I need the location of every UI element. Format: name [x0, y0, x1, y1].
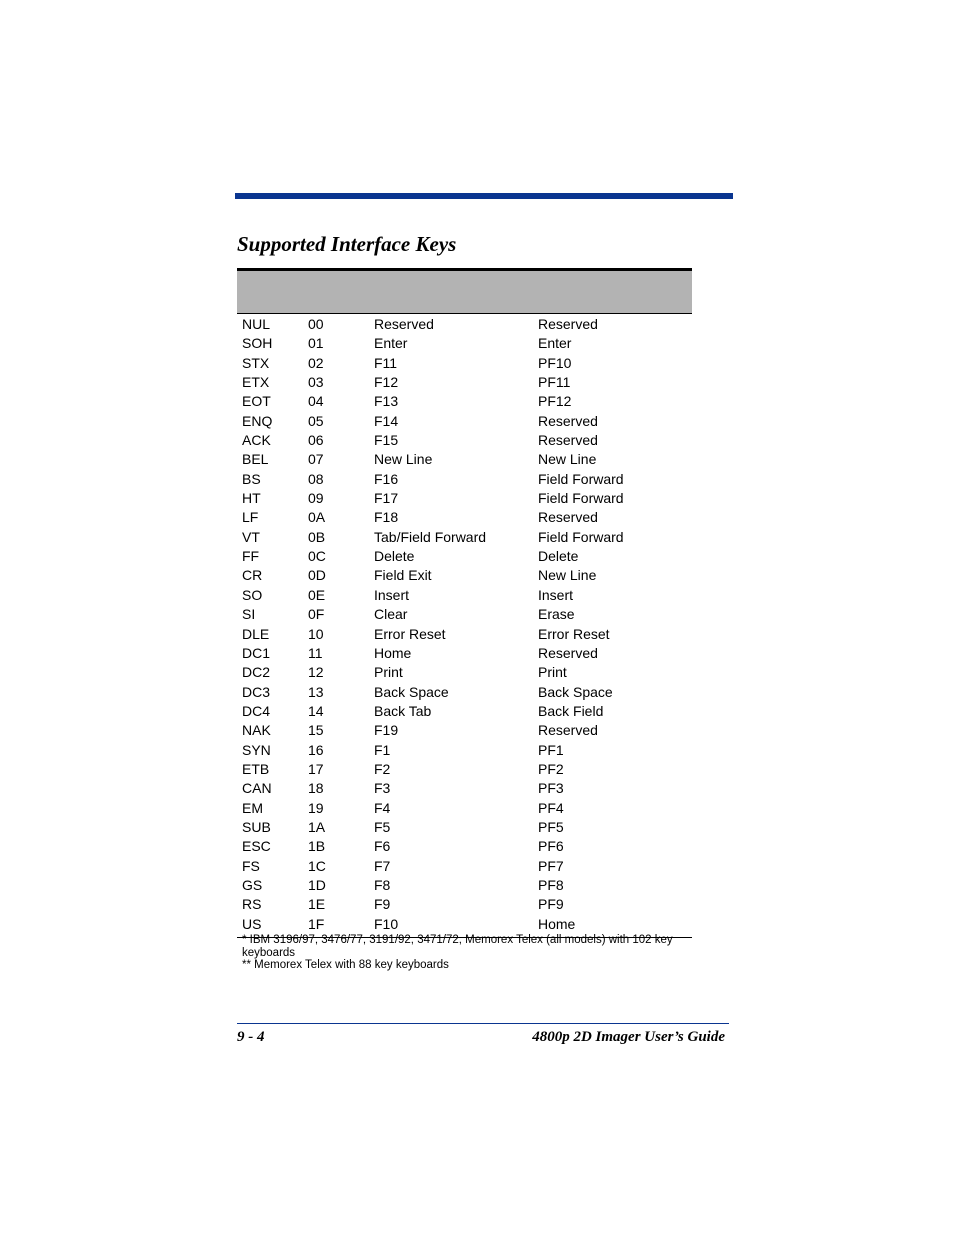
table-row — [237, 412, 692, 431]
cell-key-name: FF — [242, 548, 260, 565]
table-row — [237, 373, 692, 392]
cell-keyboard-88-function: New Line — [538, 451, 597, 468]
cell-key-name: RS — [242, 896, 262, 913]
table-row — [237, 354, 692, 373]
table-header-band — [237, 268, 692, 314]
cell-keyboard-102-function: F11 — [374, 354, 398, 371]
cell-keyboard-102-function: F10 — [374, 915, 399, 932]
table-body — [237, 314, 692, 934]
cell-key-name: VT — [242, 528, 260, 545]
cell-hex-code: 0C — [308, 548, 326, 565]
cell-key-name: SYN — [242, 741, 271, 758]
cell-keyboard-102-function: F4 — [374, 799, 391, 816]
cell-key-name: ETX — [242, 374, 270, 391]
table-row — [237, 489, 692, 508]
cell-key-name: ENQ — [242, 412, 273, 429]
table-row — [237, 895, 692, 914]
table-row — [237, 528, 692, 547]
cell-keyboard-88-function: PF7 — [538, 857, 564, 874]
cell-hex-code: 1D — [308, 876, 326, 893]
cell-key-name: EOT — [242, 393, 271, 410]
cell-keyboard-88-function: Reserved — [538, 432, 598, 449]
section-title: Supported Interface Keys — [237, 232, 457, 256]
cell-key-name: BS — [242, 470, 261, 487]
cell-keyboard-102-function: F6 — [374, 838, 391, 855]
cell-keyboard-88-function: PF5 — [538, 818, 564, 835]
cell-hex-code: 05 — [308, 412, 324, 429]
top-rule — [235, 193, 733, 199]
cell-keyboard-102-function: Back Space — [374, 683, 449, 700]
cell-keyboard-102-function: Back Tab — [374, 702, 432, 719]
cell-hex-code: 1E — [308, 896, 326, 913]
table-row — [237, 683, 692, 702]
cell-key-name: HT — [242, 490, 261, 507]
table-row — [237, 450, 692, 469]
cell-keyboard-88-function: Erase — [538, 606, 575, 623]
cell-keyboard-88-function: PF9 — [538, 896, 564, 913]
cell-hex-code: 11 — [308, 644, 323, 661]
cell-key-name: SUB — [242, 818, 271, 835]
table-row — [237, 741, 692, 760]
table-row — [237, 760, 692, 779]
cell-hex-code: 0A — [308, 509, 326, 526]
cell-keyboard-88-function: PF10 — [538, 354, 572, 371]
footnote-102-key: * IBM 3196/97, 3476/77, 3191/92, 3471/72, Memorex Telex (all models) with 102 key keyboards — [242, 934, 673, 959]
guide-title: 4800p 2D Imager User’s Guide — [532, 1029, 725, 1045]
cell-hex-code: 1A — [308, 818, 326, 835]
cell-keyboard-102-function: Enter — [374, 335, 408, 352]
cell-keyboard-102-function: F15 — [374, 432, 399, 449]
footnote-88-key: ** Memorex Telex with 88 key keyboards — [242, 959, 449, 971]
cell-hex-code: 16 — [308, 741, 324, 758]
cell-keyboard-88-function: Back Field — [538, 702, 604, 719]
table-row — [237, 644, 692, 663]
table-row — [237, 431, 692, 450]
cell-key-name: SOH — [242, 335, 273, 352]
interface-keys-table — [237, 268, 692, 938]
cell-keyboard-88-function: Reserved — [538, 509, 598, 526]
cell-key-name: FS — [242, 857, 260, 874]
cell-keyboard-102-function: New Line — [374, 451, 433, 468]
cell-hex-code: 10 — [308, 625, 324, 642]
cell-hex-code: 14 — [308, 702, 324, 719]
table-row — [237, 625, 692, 644]
cell-keyboard-88-function: Field Forward — [538, 490, 624, 507]
cell-keyboard-102-function: F14 — [374, 412, 399, 429]
cell-key-name: DC3 — [242, 683, 271, 700]
cell-key-name: NUL — [242, 316, 271, 332]
cell-keyboard-102-function: F13 — [374, 393, 399, 410]
cell-keyboard-102-function: F5 — [374, 818, 391, 835]
cell-keyboard-102-function: F2 — [374, 760, 391, 777]
table-row — [237, 721, 692, 740]
cell-keyboard-88-function: Print — [538, 664, 567, 681]
cell-key-name: EM — [242, 799, 263, 816]
cell-hex-code: 18 — [308, 780, 324, 797]
cell-keyboard-88-function: Delete — [538, 548, 579, 565]
cell-keyboard-102-function: Field Exit — [374, 567, 432, 584]
cell-key-name: DC2 — [242, 664, 271, 681]
cell-keyboard-102-function: F12 — [374, 374, 399, 391]
cell-key-name: GS — [242, 876, 263, 893]
table-row — [237, 566, 692, 585]
cell-keyboard-88-function: Reserved — [538, 722, 598, 739]
cell-keyboard-88-function: PF3 — [538, 780, 564, 797]
cell-keyboard-88-function: Field Forward — [538, 470, 624, 487]
table-row — [237, 315, 692, 334]
cell-keyboard-102-function: Print — [374, 664, 403, 681]
table-row — [237, 837, 692, 856]
cell-hex-code: 07 — [308, 451, 324, 468]
cell-keyboard-88-function: New Line — [538, 567, 597, 584]
cell-hex-code: 02 — [308, 354, 324, 371]
cell-hex-code: 17 — [308, 760, 324, 777]
cell-keyboard-88-function: Back Space — [538, 683, 613, 700]
cell-keyboard-88-function: Reserved — [538, 316, 598, 332]
cell-keyboard-102-function: F7 — [374, 857, 391, 874]
cell-key-name: ESC — [242, 838, 271, 855]
cell-keyboard-88-function: PF4 — [538, 799, 564, 816]
footnotes — [242, 934, 692, 972]
cell-hex-code: 0F — [308, 606, 325, 623]
table-row — [237, 605, 692, 624]
cell-key-name: DC4 — [242, 702, 271, 719]
cell-keyboard-102-function: Insert — [374, 586, 410, 603]
cell-keyboard-88-function: PF11 — [538, 374, 571, 391]
cell-keyboard-88-function: PF8 — [538, 876, 564, 893]
cell-keyboard-102-function: F1 — [374, 741, 391, 758]
cell-key-name: CR — [242, 567, 263, 584]
cell-hex-code: 15 — [308, 722, 324, 739]
cell-key-name: ETB — [242, 760, 270, 777]
cell-keyboard-88-function: Error Reset — [538, 625, 610, 642]
cell-hex-code: 09 — [308, 490, 324, 507]
table-row — [237, 779, 692, 798]
cell-keyboard-88-function: PF12 — [538, 393, 572, 410]
cell-keyboard-102-function: F17 — [374, 490, 399, 507]
cell-keyboard-102-function: F18 — [374, 509, 399, 526]
cell-keyboard-102-function: Reserved — [374, 316, 434, 332]
table-row — [237, 547, 692, 566]
cell-key-name: DLE — [242, 625, 270, 642]
cell-hex-code: 1B — [308, 838, 326, 855]
cell-keyboard-88-function: PF6 — [538, 838, 564, 855]
cell-hex-code: 0B — [308, 528, 326, 545]
cell-keyboard-88-function: Field Forward — [538, 528, 624, 545]
cell-keyboard-102-function: Error Reset — [374, 625, 446, 642]
table-row — [237, 508, 692, 527]
cell-keyboard-88-function: Reserved — [538, 412, 598, 429]
table-row — [237, 857, 692, 876]
cell-key-name: SI — [242, 606, 256, 623]
table-row — [237, 799, 692, 818]
cell-keyboard-102-function: F8 — [374, 876, 391, 893]
table-row — [237, 470, 692, 489]
cell-hex-code: 1F — [308, 915, 325, 932]
cell-hex-code: 0E — [308, 586, 326, 603]
cell-hex-code: 04 — [308, 393, 324, 410]
table-row — [237, 915, 692, 934]
table-row — [237, 586, 692, 605]
table-row — [237, 392, 692, 411]
cell-key-name: CAN — [242, 780, 272, 797]
cell-keyboard-88-function: PF1 — [538, 741, 564, 758]
cell-keyboard-102-function: Tab/Field Forward — [374, 528, 487, 545]
cell-hex-code: 13 — [308, 683, 324, 700]
cell-keyboard-88-function: Reserved — [538, 644, 598, 661]
cell-keyboard-88-function: Insert — [538, 586, 574, 603]
cell-keyboard-102-function: Home — [374, 644, 412, 661]
table-row — [237, 818, 692, 837]
cell-keyboard-88-function: Enter — [538, 335, 572, 352]
cell-keyboard-102-function: Delete — [374, 548, 415, 565]
cell-keyboard-88-function: PF2 — [538, 760, 564, 777]
cell-key-name: ACK — [242, 432, 271, 449]
cell-keyboard-88-function: Home — [538, 915, 576, 932]
cell-key-name: SO — [242, 586, 263, 603]
footer-rule — [237, 1023, 729, 1024]
cell-keyboard-102-function: Clear — [374, 606, 408, 623]
cell-keyboard-102-function: F3 — [374, 780, 391, 797]
cell-hex-code: 08 — [308, 470, 324, 487]
cell-key-name: LF — [242, 509, 259, 526]
cell-hex-code: 06 — [308, 432, 324, 449]
cell-key-name: NAK — [242, 722, 271, 739]
cell-key-name: BEL — [242, 451, 269, 468]
cell-hex-code: 01 — [308, 335, 324, 352]
cell-hex-code: 00 — [308, 316, 324, 332]
table-row — [237, 702, 692, 721]
table-row — [237, 663, 692, 682]
cell-hex-code: 0D — [308, 567, 326, 584]
cell-key-name: US — [242, 915, 262, 932]
cell-key-name: STX — [242, 354, 270, 371]
table-row — [237, 876, 692, 895]
cell-key-name: DC1 — [242, 644, 271, 661]
cell-hex-code: 03 — [308, 374, 324, 391]
page-number: 9 - 4 — [237, 1029, 265, 1045]
table-row — [237, 334, 692, 353]
cell-hex-code: 1C — [308, 857, 326, 874]
cell-hex-code: 12 — [308, 664, 324, 681]
cell-keyboard-102-function: F9 — [374, 896, 391, 913]
cell-keyboard-102-function: F19 — [374, 722, 399, 739]
cell-hex-code: 19 — [308, 799, 324, 816]
cell-keyboard-102-function: F16 — [374, 470, 399, 487]
